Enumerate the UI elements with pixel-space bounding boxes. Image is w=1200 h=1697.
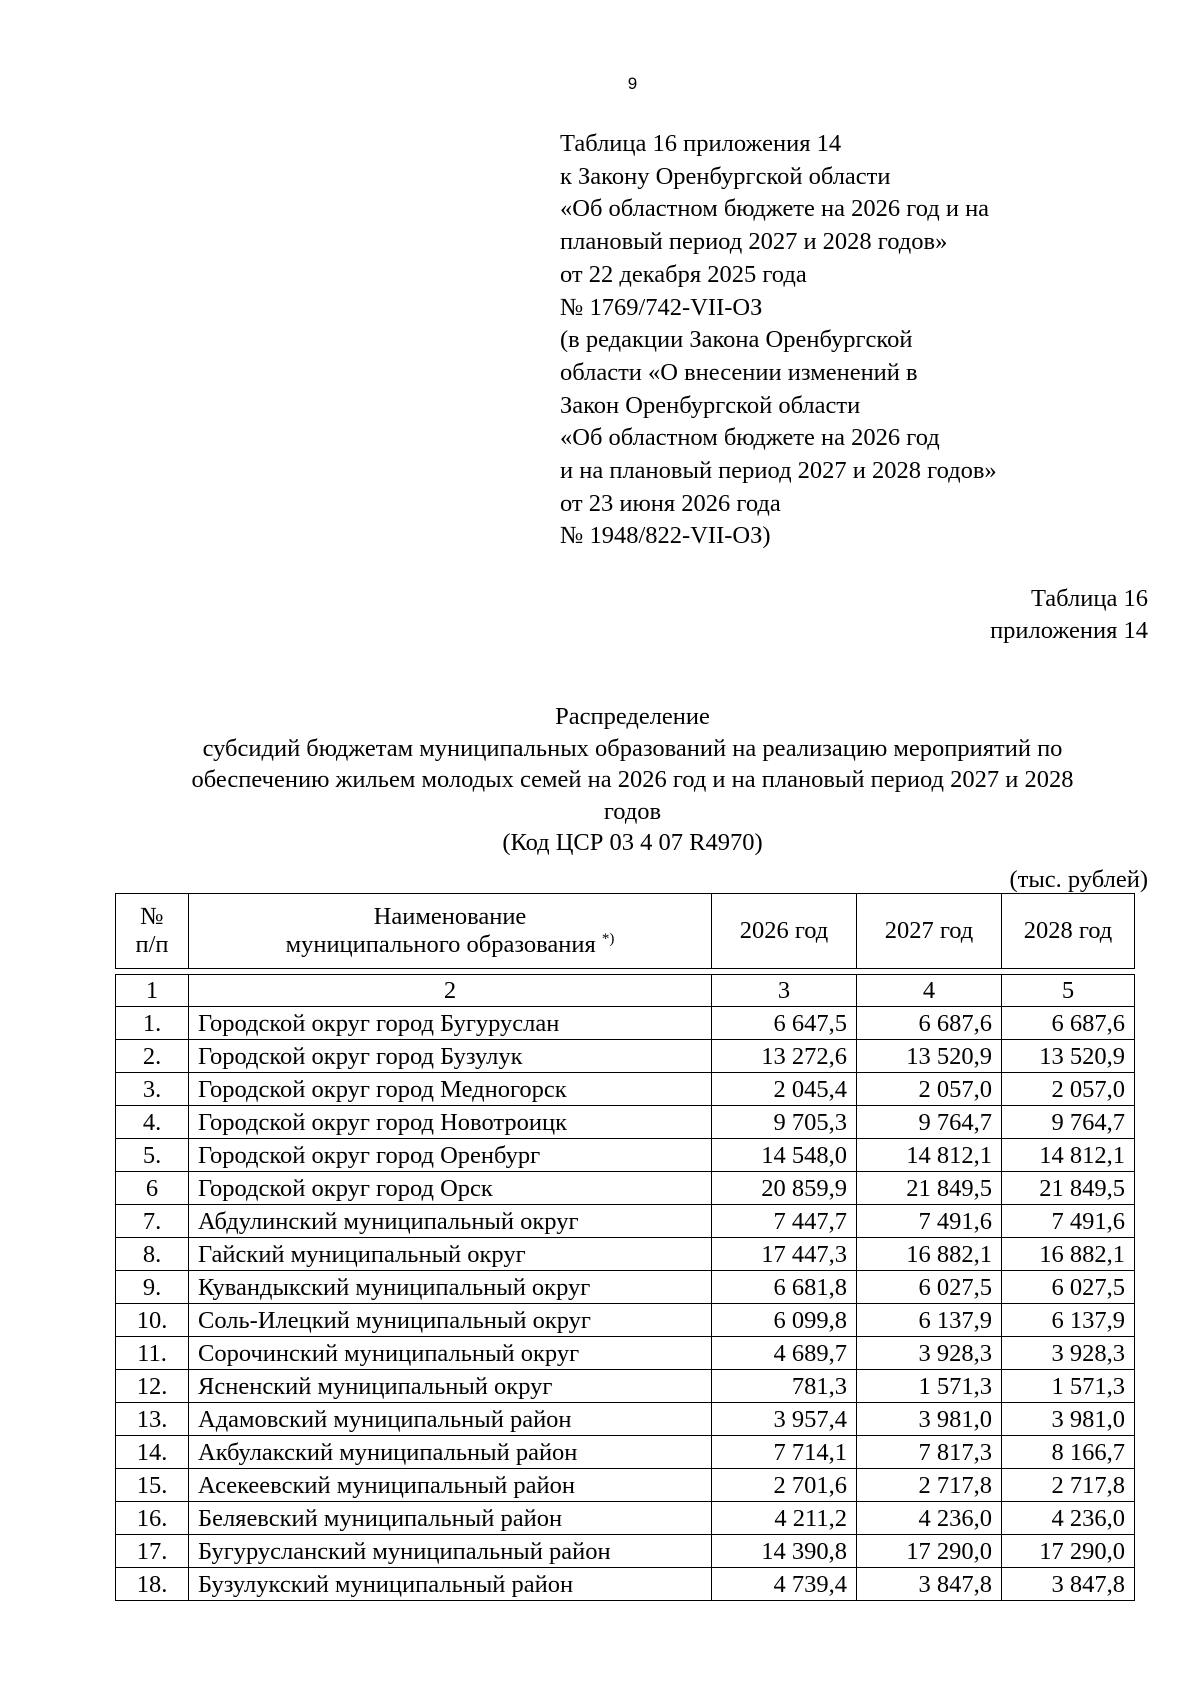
- value-2026: 14 548,0: [712, 1139, 857, 1172]
- row-number: 7.: [116, 1205, 189, 1238]
- appendix-note-line: Закон Оренбургской области: [560, 391, 861, 419]
- value-2026: 7 447,7: [712, 1205, 857, 1238]
- row-number: 8.: [116, 1238, 189, 1271]
- appendix-note-line: области «О внесении изменений в: [560, 358, 918, 386]
- table-row: [116, 1073, 1135, 1106]
- value-2028: 13 520,9: [1002, 1040, 1135, 1073]
- row-number: 17.: [116, 1535, 189, 1568]
- column-number-row: [116, 975, 1135, 1007]
- appendix-note: [560, 128, 997, 553]
- value-2027: 21 849,5: [857, 1172, 1002, 1205]
- municipality-name: Беляевский муниципальный район: [189, 1502, 712, 1535]
- table-row: [116, 1007, 1135, 1040]
- value-2026: 6 099,8: [712, 1304, 857, 1337]
- value-2026: 2 701,6: [712, 1469, 857, 1502]
- value-2028: 17 290,0: [1002, 1535, 1135, 1568]
- value-2027: 16 882,1: [857, 1238, 1002, 1271]
- table-row: [116, 1205, 1135, 1238]
- value-2028: 6 687,6: [1002, 1007, 1135, 1040]
- value-2028: 9 764,7: [1002, 1106, 1135, 1139]
- value-2027: 3 928,3: [857, 1337, 1002, 1370]
- municipality-name: Городской округ город Новотроицк: [189, 1106, 712, 1139]
- appendix-note-line: № 1948/822-VII-ОЗ): [560, 522, 771, 550]
- row-number: 6: [116, 1172, 189, 1205]
- value-2027: 2 057,0: [857, 1073, 1002, 1106]
- table-row: [116, 1436, 1135, 1469]
- value-2028: 6 137,9: [1002, 1304, 1135, 1337]
- document-title: [110, 701, 1155, 859]
- table-row: [116, 1370, 1135, 1403]
- row-number: 14.: [116, 1436, 189, 1469]
- value-2028: 2 717,8: [1002, 1469, 1135, 1502]
- row-number: 11.: [116, 1337, 189, 1370]
- appendix-note-line: плановый период 2027 и 2028 годов»: [560, 228, 948, 256]
- title-line: обеспечению жильем молодых семей на 2026 год и на плановый период 2027 и 2028: [191, 766, 1074, 793]
- value-2026: 3 957,4: [712, 1403, 857, 1436]
- table-row: [116, 1337, 1135, 1370]
- value-2027: 1 571,3: [857, 1370, 1002, 1403]
- value-2026: 6 647,5: [712, 1007, 857, 1040]
- municipality-name: Городской округ город Оренбург: [189, 1139, 712, 1172]
- column-number: 2: [189, 975, 712, 1007]
- value-2027: 14 812,1: [857, 1139, 1002, 1172]
- municipality-name: Абдулинский муниципальный округ: [189, 1205, 712, 1238]
- value-2027: 6 137,9: [857, 1304, 1002, 1337]
- value-2027: 13 520,9: [857, 1040, 1002, 1073]
- table-row: [116, 1568, 1135, 1601]
- header-name-text: муниципального образования: [285, 931, 596, 958]
- municipality-name: Бузулукский муниципальный район: [189, 1568, 712, 1601]
- value-2026: 13 272,6: [712, 1040, 857, 1073]
- municipality-name: Акбулакский муниципальный район: [189, 1436, 712, 1469]
- header-name: [189, 894, 712, 969]
- row-number: 10.: [116, 1304, 189, 1337]
- value-2026: 4 739,4: [712, 1568, 857, 1601]
- appendix-note-line: Таблица 16 приложения 14: [560, 130, 842, 157]
- municipality-name: Городской округ город Бугуруслан: [189, 1007, 712, 1040]
- row-number: 5.: [116, 1139, 189, 1172]
- row-number: 16.: [116, 1502, 189, 1535]
- table-row: [116, 1403, 1135, 1436]
- appendix-note-line: «Об областном бюджете на 2026 год и на: [560, 195, 990, 223]
- title-line: годов: [603, 797, 662, 825]
- appendix-note-line: № 1769/742-VII-ОЗ: [560, 293, 763, 321]
- appendix-note-line: к Закону Оренбургской области: [560, 162, 891, 190]
- units-label: (тыс. рублей): [1009, 866, 1148, 893]
- appendix-note-line: от 22 декабря 2025 года: [560, 260, 807, 288]
- table-row: [116, 1172, 1135, 1205]
- municipality-name: Гайский муниципальный округ: [189, 1238, 712, 1271]
- municipality-name: Бугурусланский муниципальный район: [189, 1535, 712, 1568]
- header-2028: 2028 год: [1002, 894, 1135, 969]
- municipality-name: Сорочинский муниципальный округ: [189, 1337, 712, 1370]
- value-2026: 7 714,1: [712, 1436, 857, 1469]
- value-2028: 3 847,8: [1002, 1568, 1135, 1601]
- header-number: [116, 894, 189, 969]
- value-2028: 8 166,7: [1002, 1436, 1135, 1469]
- row-number: 1.: [116, 1007, 189, 1040]
- value-2028: 4 236,0: [1002, 1502, 1135, 1535]
- value-2027: 4 236,0: [857, 1502, 1002, 1535]
- header-row: [116, 894, 1135, 969]
- municipality-name: Кувандыкский муниципальный округ: [189, 1271, 712, 1304]
- row-number: 15.: [116, 1469, 189, 1502]
- table-row: [116, 1040, 1135, 1073]
- row-number: 3.: [116, 1073, 189, 1106]
- value-2026: 20 859,9: [712, 1172, 857, 1205]
- value-2026: 781,3: [712, 1370, 857, 1403]
- row-number: 9.: [116, 1271, 189, 1304]
- table-reference-line: Таблица 16: [1030, 585, 1148, 612]
- title-line: Распределение: [555, 703, 710, 730]
- value-2027: 6 687,6: [857, 1007, 1002, 1040]
- table-row: [116, 1106, 1135, 1139]
- value-2028: 6 027,5: [1002, 1271, 1135, 1304]
- appendix-note-line: от 23 июня 2026 года: [560, 489, 781, 517]
- value-2028: 3 981,0: [1002, 1403, 1135, 1436]
- table-row: [116, 1271, 1135, 1304]
- table-row: [116, 1469, 1135, 1502]
- municipality-name: Соль-Илецкий муниципальный округ: [189, 1304, 712, 1337]
- municipality-name: Ясненский муниципальный округ: [189, 1370, 712, 1403]
- row-number: 12.: [116, 1370, 189, 1403]
- header-name-line: [198, 931, 702, 959]
- value-2027: 3 847,8: [857, 1568, 1002, 1601]
- value-2028: 21 849,5: [1002, 1172, 1135, 1205]
- municipality-name: Асекеевский муниципальный район: [189, 1469, 712, 1502]
- appendix-note-line: «Об областном бюджете на 2026 год: [560, 424, 940, 452]
- value-2028: 7 491,6: [1002, 1205, 1135, 1238]
- value-2028: 14 812,1: [1002, 1139, 1135, 1172]
- title-line: (Код ЦСР 03 4 07 R4970): [502, 829, 763, 856]
- row-number: 13.: [116, 1403, 189, 1436]
- value-2026: 9 705,3: [712, 1106, 857, 1139]
- value-2027: 7 491,6: [857, 1205, 1002, 1238]
- value-2026: 6 681,8: [712, 1271, 857, 1304]
- value-2026: 14 390,8: [712, 1535, 857, 1568]
- value-2027: 9 764,7: [857, 1106, 1002, 1139]
- table-reference-line: приложения 14: [990, 617, 1148, 644]
- value-2027: 17 290,0: [857, 1535, 1002, 1568]
- municipality-name: Городской округ город Медногорск: [189, 1073, 712, 1106]
- footnote-mark: *): [601, 930, 615, 947]
- value-2026: 4 211,2: [712, 1502, 857, 1535]
- subsidy-table: [115, 893, 1135, 1601]
- value-2027: 3 981,0: [857, 1403, 1002, 1436]
- row-number: 2.: [116, 1040, 189, 1073]
- value-2028: 16 882,1: [1002, 1238, 1135, 1271]
- row-number: 4.: [116, 1106, 189, 1139]
- column-number: 1: [116, 975, 189, 1007]
- appendix-note-line: (в редакции Закона Оренбургской: [560, 326, 913, 354]
- header-number-line: №: [140, 903, 164, 930]
- value-2028: 1 571,3: [1002, 1370, 1135, 1403]
- municipality-name: Городской округ город Бузулук: [189, 1040, 712, 1073]
- appendix-note-line: и на плановый период 2027 и 2028 годов»: [560, 457, 997, 485]
- table-reference: [990, 583, 1148, 647]
- value-2028: 3 928,3: [1002, 1337, 1135, 1370]
- value-2028: 2 057,0: [1002, 1073, 1135, 1106]
- municipality-name: Городской округ город Орск: [189, 1172, 712, 1205]
- header-2027: 2027 год: [857, 894, 1002, 969]
- table-row: [116, 1304, 1135, 1337]
- value-2027: 6 027,5: [857, 1271, 1002, 1304]
- title-line: субсидий бюджетам муниципальных образований на реализацию мероприятий по: [202, 734, 1063, 762]
- table-row: [116, 1238, 1135, 1271]
- municipality-name: Адамовский муниципальный район: [189, 1403, 712, 1436]
- value-2027: 2 717,8: [857, 1469, 1002, 1502]
- table-row: [116, 1502, 1135, 1535]
- column-number: 4: [857, 975, 1002, 1007]
- column-number: 3: [712, 975, 857, 1007]
- header-number-line: п/п: [135, 931, 169, 958]
- value-2026: 4 689,7: [712, 1337, 857, 1370]
- value-2026: 2 045,4: [712, 1073, 857, 1106]
- value-2026: 17 447,3: [712, 1238, 857, 1271]
- value-2027: 7 817,3: [857, 1436, 1002, 1469]
- column-number: 5: [1002, 975, 1135, 1007]
- header-2026: 2026 год: [712, 894, 857, 969]
- row-number: 18.: [116, 1568, 189, 1601]
- header-name-line: Наименование: [373, 903, 527, 930]
- page-number: 9: [627, 74, 638, 93]
- table-row: [116, 1139, 1135, 1172]
- table-row: [116, 1535, 1135, 1568]
